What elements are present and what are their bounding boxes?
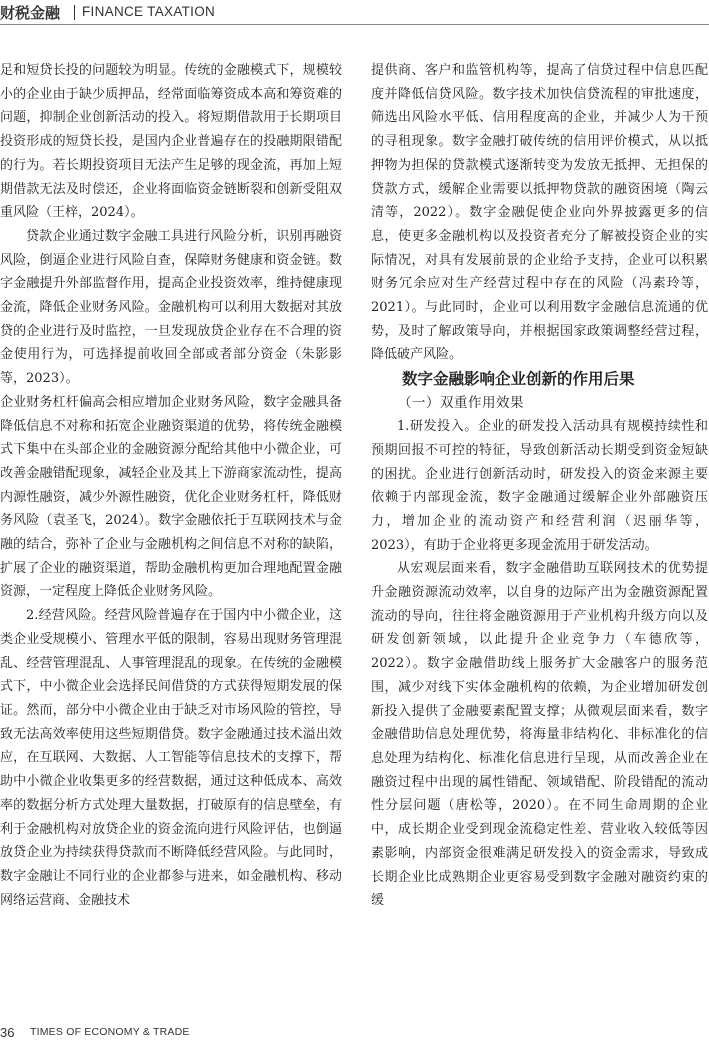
right-column [371,59,708,913]
paragraph: 贷款企业通过数字金融工具进行风险分析，识别再融资风险，倒逼企业进行风险自查，保障财务健康和资金链。数字金融提升外部监督作用，提高企业投资效率，维持健康现金流，降低企业财务风险。金融机构可以利用大数据对其放贷的企业进行及时监控，一旦发现放贷企业存在不合理的资金使用行为，可选择提前收回全部或者部分资金（朱影影等，2023）。 [0,228,342,387]
paragraph: 提供商、客户和监管机构等，提高了信贷过程中信息匹配度并降低信贷风险。数字技术加快信贷流程的审批速度，筛选出风险水平低、信用程度高的企业，并减少人为干预的寻租现象。数字金融打破传统的信用评价模式，从以抵押物为担保的贷款模式逐渐转变为发放无抵押、无担保的贷款方式，缓解企业需要以抵押物贷款的融资困境（陶云清等，2022）。数字金融促使企业向外界披露更多的信息，使更多金融机构以及投资者充分了解被投资企业的实际情况，对具有发展前景的企业给予支持，企业可以积累财务冗余应对生产经营过程中存在的风险（冯素玲等，2021）。与此同时，企业可以利用数字金融信息流通的优势，及时了解政策导向，并根据国家政策调整经营过程，降低破产风险。 [371,63,708,363]
paragraph: 2.经营风险。经营风险普遍存在于国内中小微企业，这类企业受规模小、管理水平低的限制，容易出现财务管理混乱、经营管理混乱、人事管理混乱的现象。在传统的金融模式下，中小微企业会选择民间借贷的方式获得短期发展的保证。然而，部分中小微企业由于缺乏对市场风险的管控，导致无法高效率使用这些短期借贷。数字金融通过技术溢出效应，在互联网、大数据、人工智能等信息技术的支撑下，帮助中小微企业收集更多的经营数据，通过这种低成本、高效率的数据分析方式处理大量数据，打破原有的信息壁垒，有利于金融机构对放贷企业的资金流向进行风险评估，也倒逼放贷企业为持续获得贷款而不断降低经营风险。与此同时，数字金融让不同行业的企业都参与进来，如金融机构、移动网络运营商、金融技术 [0,608,342,908]
journal-name: TIMES OF ECONOMY & TRADE [30,1026,190,1038]
subsection-heading: （一）双重作用效果 [398,395,524,412]
page-header [0,0,709,26]
paragraph: 企业财务杠杆偏高会相应增加企业财务风险，数字金融具备降低信息不对称和拓宽企业融资渠道的优势，将传统金融模式下集中在头部企业的金融资源分配给其他中小微企业，可改善金融错配现象，减轻企业及其上下游商家流动性，提高内源性融资，减少外源性融资，优化企业财务杠杆，降低财务风险（袁圣飞，2024）。数字金融依托于互联网技术与金融的结合，弥补了企业与金融机构之间信息不对称的缺陷，扩展了企业的融资渠道，帮助金融机构更加合理地配置金融资源，一定程度上降低企业财务风险。 [0,394,342,600]
paragraph: 足和短贷长投的问题较为明显。传统的金融模式下，规模较小的企业由于缺少质押品，经常面临筹资成本高和筹资难的问题，抑制企业创新活动的投入。将短期借款用于长期项目投资形成的短贷长投，是国内企业普遍存在的投融期限错配的行为。若长期投资项目无法产生足够的现金流，再加上短期借款无法及时偿还，企业将面临资金链断裂和创新受阻双重风险（王梓，2024）。 [0,63,342,221]
paragraph: 从宏观层面来看，数字金融借助互联网技术的优势提升金融资源流动效率，以自身的边际产出为金融资源配置流动的导向，往往将金融资源用于产业机构升级方向以及研发创新领域，以此提升企业竞争力（车德欣等，2022）。数字金融借助线上服务扩大金融客户的服务范围，减少对线下实体金融机构的依赖，为企业增加研发创新投入提供了金融要素配置支撑；从微观层面来看，数字金融借助信息处理优势，将海量非结构化、非标准化的信息处理为结构化、标准化信息进行呈现，从而改善企业在融资过程中出现的属性错配、领域错配、阶段错配的流动性分层问题（唐松等，2020）。在不同生命周期的企业中，成长期企业受到现金流稳定性差、营业收入较低等因素影响，内部资金很难满足研发投入的资金需求，导致成长期企业比成熟期企业更容易受到数字金融对融资约束的缓 [371,561,708,909]
header-rule [0,24,709,25]
page-footer [0,1025,709,1045]
section-heading: 数字金融影响企业创新的作用后果 [402,370,635,389]
section-name-en: FINANCE TAXATION [82,4,216,19]
paragraph: 1.研发投入。企业的研发投入活动具有规模持续性和预期回报不可控的特征，导致创新活动长期受到资金短缺的困扰。企业进行创新活动时，研发投入的资金来源主要依赖于内部现金流，数字金融通过缓解企业外部融资压力，增加企业的流动资产和经营利润（迟丽华等，2023），有助于企业将更多现金流用于研发活动。 [371,419,708,553]
page-number: 36 [0,1025,15,1040]
section-name-cn: 财税金融 [0,4,61,22]
header-divider [74,5,75,20]
left-column [0,59,342,912]
